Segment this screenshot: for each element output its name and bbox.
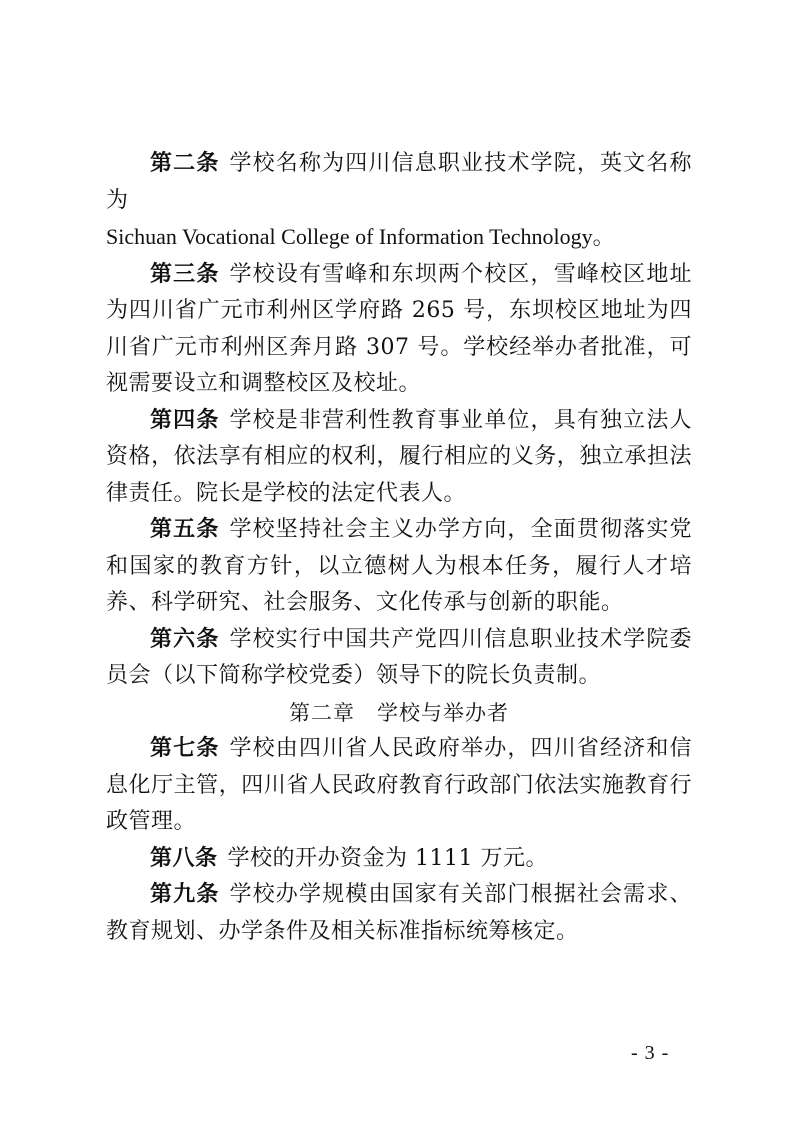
article-label: 第五条	[150, 517, 220, 542]
article-text: 学校实行中国共产党四川信息职业技术学院委员会（以下简称学校党委）领导下的院长负责制。	[106, 626, 692, 688]
article-text: 学校坚持社会主义办学方向，全面贯彻落实党和国家的教育方针，以立德树人为根本任务，履行人才培养、科学研究、社会服务、文化传承与创新的职能。	[106, 517, 692, 615]
article-label: 第三条	[150, 261, 220, 287]
chapter-number: 第二章	[289, 700, 355, 725]
article-text: 学校由四川省人民政府举办，四川省经济和信息化厅主管，四川省人民政府教育行政部门依法实施教育行政管理。	[106, 736, 692, 834]
article-7	[106, 731, 692, 841]
article-2	[106, 146, 692, 219]
article-label: 第七条	[150, 736, 220, 761]
english-name: Sichuan Vocational College of Information Technology。	[106, 224, 615, 249]
article-label: 第八条	[150, 845, 218, 871]
article-6	[106, 622, 692, 695]
article-text: 学校的开办资金为 1111 万元。	[227, 845, 548, 871]
article-label: 第九条	[150, 882, 220, 907]
article-label: 第六条	[150, 626, 220, 652]
article-label: 第二条	[150, 151, 220, 176]
article-9	[106, 877, 692, 950]
chapter-title: 学校与举办者	[377, 700, 509, 725]
document-body	[106, 146, 692, 950]
article-text: 学校设有雪峰和东坝两个校区，雪峰校区地址为四川省广元市利州区学府路 265 号，东坝校区地址为四川省广元市利州区奔月路 307 号。学校经举办者批准，可视需要设立和调整校区及校址。	[106, 261, 692, 396]
article-label: 第四条	[150, 407, 220, 433]
article-text: 学校是非营利性教育事业单位，具有独立法人资格，依法享有相应的权利，履行相应的义务，独立承担法律责任。院长是学校的法定代表人。	[106, 407, 692, 506]
article-text: 学校办学规模由国家有关部门根据社会需求、教育规划、办学条件及相关标准指标统筹核定。	[106, 882, 692, 944]
article-5	[106, 512, 692, 622]
article-8	[106, 841, 692, 878]
chapter-heading	[106, 695, 692, 732]
article-text: 学校名称为四川信息职业技术学院，英文名称为	[106, 151, 692, 213]
page-number: - 3 -	[631, 1042, 670, 1064]
article-2-continuation	[106, 219, 692, 257]
article-3	[106, 257, 692, 403]
article-4	[106, 403, 692, 513]
